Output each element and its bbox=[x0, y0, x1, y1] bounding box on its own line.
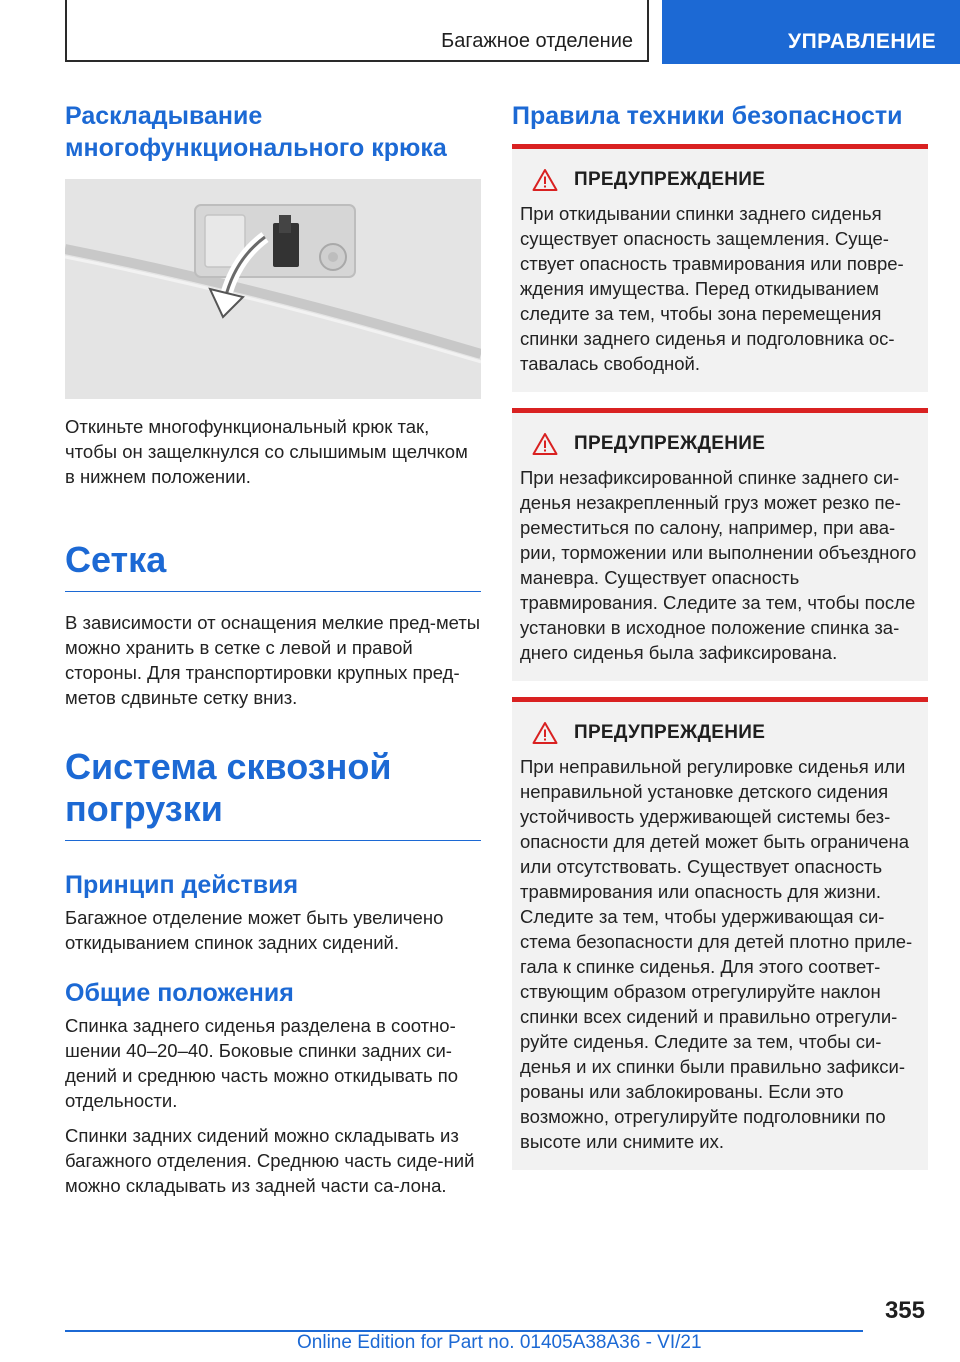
header-chapter-title: УПРАВЛЕНИЕ bbox=[788, 30, 937, 53]
warning-box bbox=[512, 144, 928, 392]
warning-header bbox=[520, 163, 918, 197]
hook-illustration bbox=[65, 179, 481, 399]
through-loading-title-line-1: Система сквозной bbox=[65, 746, 392, 787]
through-loading-title bbox=[65, 746, 481, 841]
header-chapter-tab bbox=[662, 0, 960, 64]
left-column bbox=[65, 100, 481, 1198]
warning-label: ПРЕДУПРЕЖДЕНИЕ bbox=[574, 722, 766, 743]
net-title: Сетка bbox=[65, 539, 481, 592]
warning-label: ПРЕДУПРЕЖДЕНИЕ bbox=[574, 169, 766, 190]
warning-box bbox=[512, 408, 928, 681]
warning-text: При незафиксированной спинке заднего си-денья незакрепленный груз может резко пе-реместиться по салону, например, при ава-рии, торможении или выполнении объездного маневра. Существует опасность травмирования. Следите за тем, чтобы после установки в исходное положение спинка за-днего сиденья была зафиксирована. bbox=[520, 467, 917, 663]
safety-title: Правила техники безопасности bbox=[512, 102, 903, 130]
page-header bbox=[0, 0, 960, 66]
hook-title-line-1: Раскладывание bbox=[65, 102, 263, 130]
principle-text: Багажное отделение может быть увеличено откидыванием спинок задних сидений. bbox=[65, 907, 444, 953]
general-title: Общие положения bbox=[65, 979, 294, 1007]
general-text-2: Спинки задних сидений можно складывать из багажного отделения. Среднюю часть сиде-ний можно складывать из задней части са-лона. bbox=[65, 1125, 475, 1196]
hook-title bbox=[65, 100, 481, 164]
warning-triangle-icon bbox=[532, 432, 558, 456]
general-text-1: Спинка заднего сиденья разделена в соотно-шении 40–20–40. Боковые спинки задних си-дений и среднюю часть можно откидывать по отдельности. bbox=[65, 1015, 459, 1111]
warning-header bbox=[520, 716, 918, 750]
net-text: В зависимости от оснащения мелкие пред-меты можно хранить в сетке с левой и правой стороны. Для транспортировки крупных пред-метов сдвиньте сетку вниз. bbox=[65, 612, 481, 708]
page-number: 355 bbox=[884, 1297, 925, 1324]
hook-text: Откиньте многофункциональный крюк так, чтобы он защелкнулся со слышимым щелчком в нижнем положении. bbox=[65, 416, 468, 487]
warning-label: ПРЕДУПРЕЖДЕНИЕ bbox=[574, 433, 766, 454]
warning-triangle-icon bbox=[532, 721, 558, 745]
hook-illustration-drawing bbox=[65, 179, 481, 399]
right-column bbox=[512, 100, 928, 1186]
through-loading-title-line-2: погрузки bbox=[65, 788, 223, 829]
warning-text: При откидывании спинки заднего сиденья существует опасность защемления. Суще-ствует опасность травмирования или повре-ждения имущества. Перед откидыванием следите за тем, чтобы зона перемещения спинки заднего сиденья и подголовника ос-тавалась свободной. bbox=[520, 203, 904, 374]
warning-box bbox=[512, 697, 928, 1170]
hook-title-line-2: многофункционального крюка bbox=[65, 134, 447, 162]
header-section-tab bbox=[65, 0, 649, 62]
header-section-title: Багажное отделение bbox=[441, 30, 633, 52]
warning-text: При неправильной регулировке сиденья или неправильной установке детского сидения устойчивость удерживающей системы без-опасности для детей может быть ограничена или отсутствовать. Существует опасность травмирования или опасность для жизни. Следите за тем, чтобы удерживающая си-стема безопасности для детей плотно приле-гала к спинке сиденья. Для этого соответ-ствующим образом отрегулируйте наклон спинки всех сидений и правильно отрегули-руйте сиденья. Следите за тем, чтобы си-денья и их спинки были правильно зафикси-рованы или заблокированы. Если это возможно, отрегулируйте подголовники по высоте или снимите их. bbox=[520, 756, 913, 1152]
principle-title: Принцип действия bbox=[65, 871, 299, 899]
edition-footer: Online Edition for Part no. 01405A38A36 - VI/21 bbox=[297, 1332, 702, 1353]
warning-header bbox=[520, 427, 918, 461]
warning-triangle-icon bbox=[532, 168, 558, 192]
